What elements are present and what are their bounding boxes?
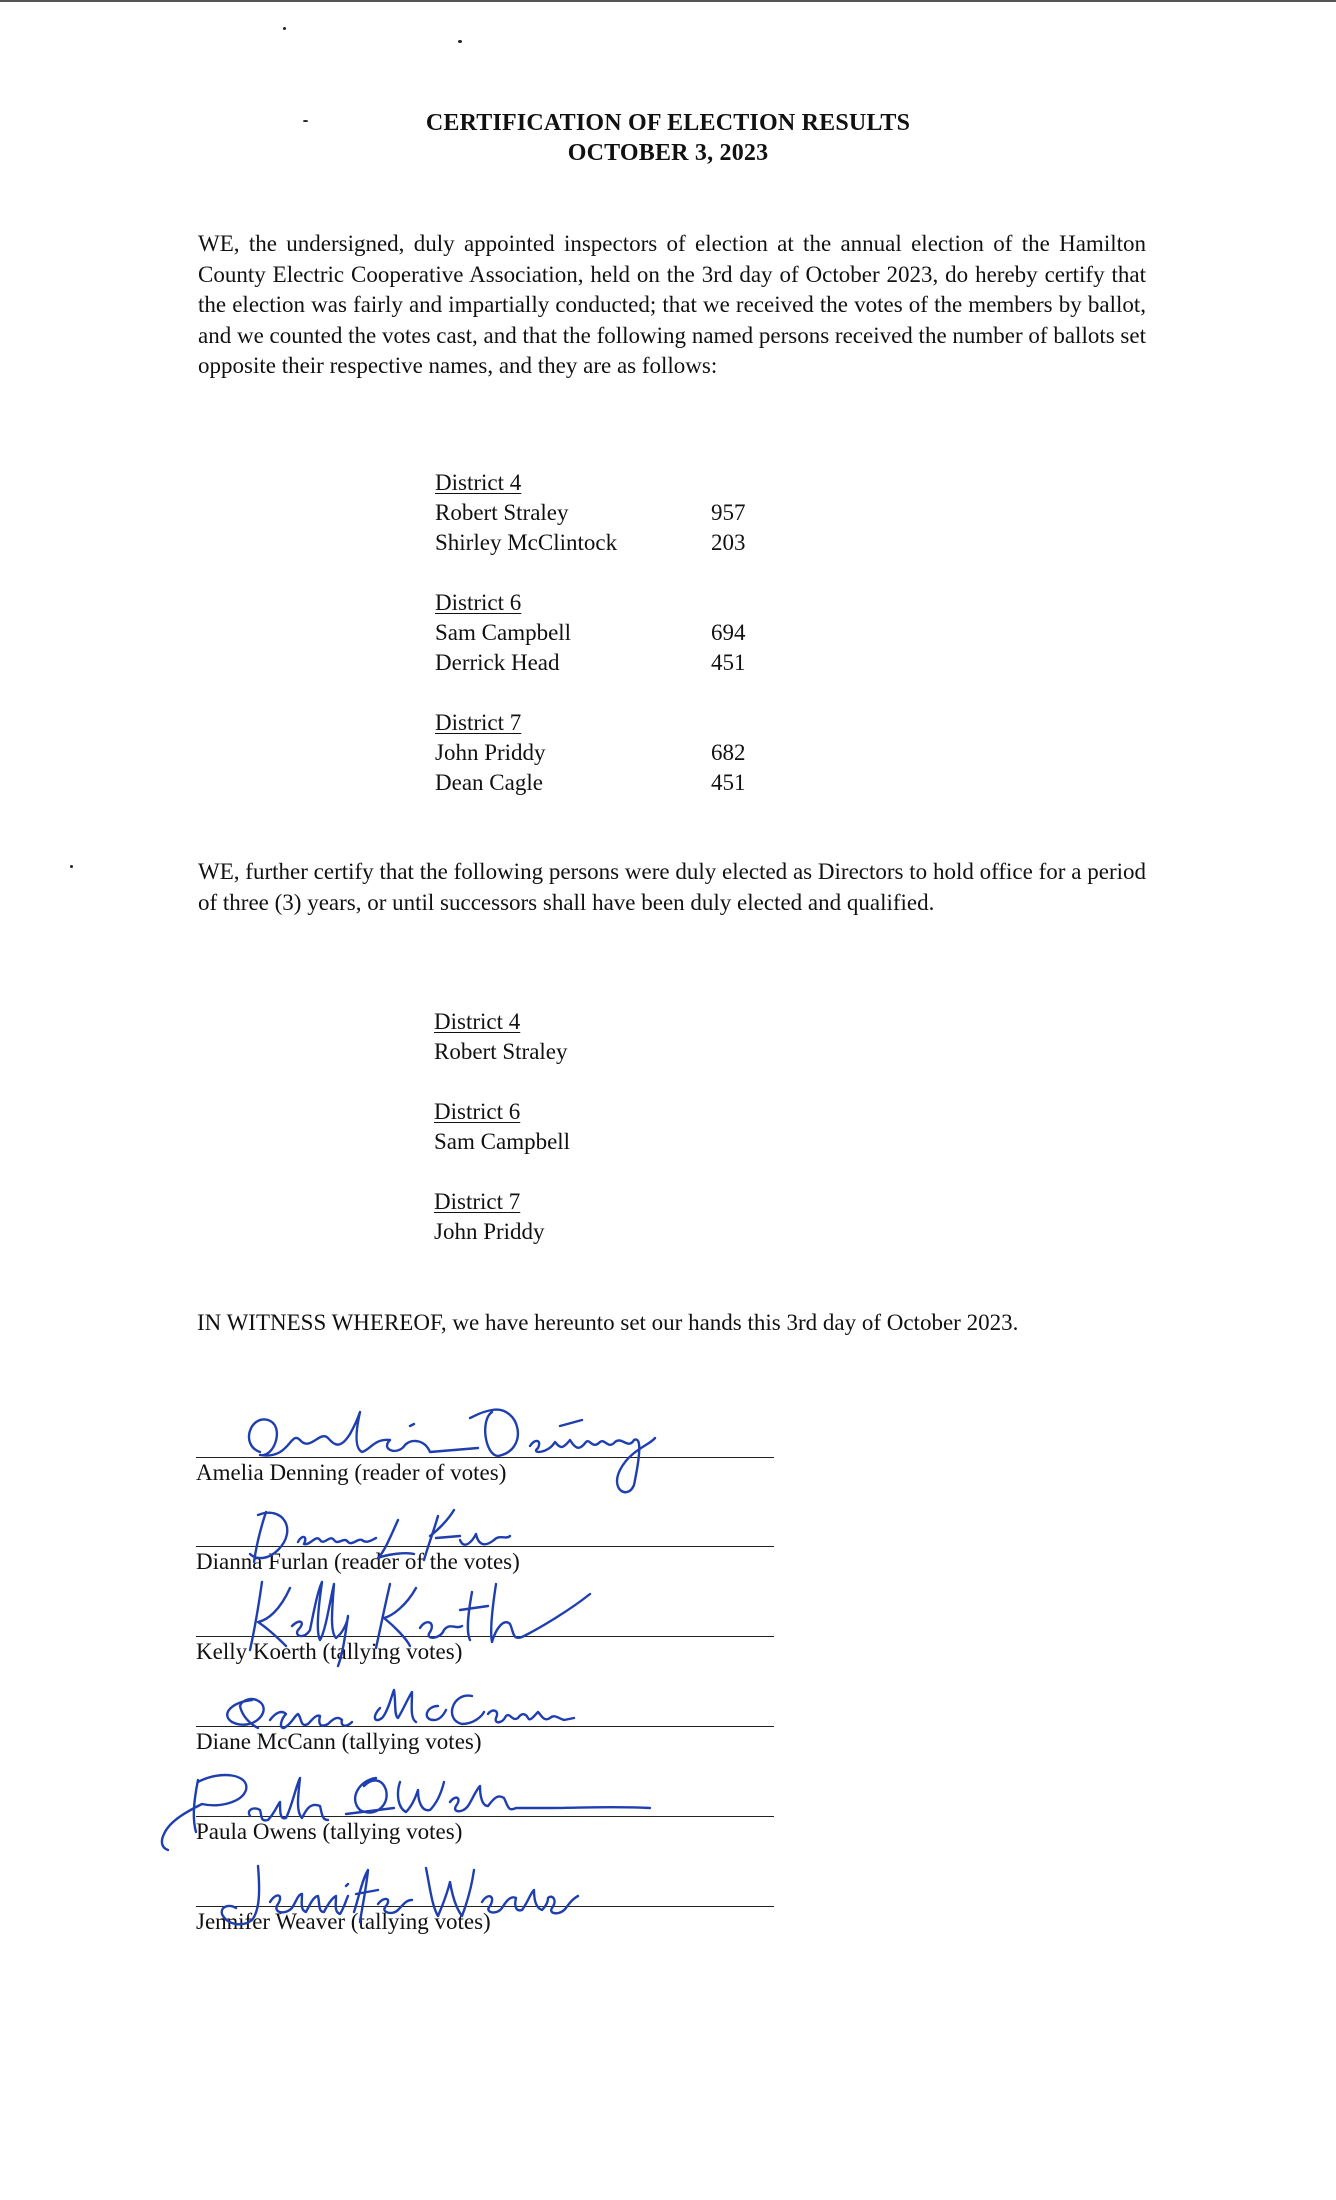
district-label: District 6 <box>435 590 522 615</box>
signatory-caption: Jennifer Weaver (tallying votes) <box>196 1909 491 1934</box>
signatory-caption: Kelly Koerth (tallying votes) <box>196 1639 463 1664</box>
elected-district-4 <box>434 1007 570 1067</box>
candidate-name: Sam Campbell <box>435 620 572 645</box>
results-district-6 <box>435 588 835 678</box>
results-district-4 <box>435 468 835 558</box>
district-label: District 6 <box>434 1099 521 1124</box>
witness-statement: IN WITNESS WHEREOF, we have hereunto set our hands this 3rd day of October 2023. <box>197 1310 1019 1335</box>
signatory-caption: Paula Owens (tallying votes) <box>196 1819 463 1844</box>
signature-kelly-koerth <box>240 1570 640 1670</box>
signatory-caption: Diane McCann (tallying votes) <box>196 1729 482 1754</box>
candidate-votes: 694 <box>711 620 746 645</box>
district-label: District 7 <box>434 1189 521 1214</box>
elected-name: John Priddy <box>434 1219 545 1244</box>
document-title <box>0 108 1336 168</box>
candidate-votes: 957 <box>711 500 746 525</box>
result-row <box>435 738 835 768</box>
candidate-name: John Priddy <box>435 740 546 765</box>
signature-jennifer-weaver <box>212 1850 592 1940</box>
signatory-caption: Dianna Furlan (reader of the votes) <box>196 1549 520 1574</box>
candidate-votes: 682 <box>711 740 746 765</box>
signature-diane-mccann <box>212 1672 662 1752</box>
elected-district-7 <box>434 1187 570 1247</box>
signature-amelia-denning <box>230 1390 770 1505</box>
scan-speck <box>70 865 73 868</box>
candidate-name: Robert Straley <box>435 500 569 525</box>
result-row <box>435 528 835 558</box>
candidate-name: Shirley McClintock <box>435 530 618 555</box>
candidate-votes: 203 <box>711 530 746 555</box>
signatory-caption: Amelia Denning (reader of votes) <box>196 1460 507 1485</box>
candidate-name: Derrick Head <box>435 650 560 675</box>
district-label: District 4 <box>435 470 522 495</box>
intro-paragraph: WE, the undersigned, duly appointed inspectors of election at the annual election of the Hamilton County Electric Cooperative Association, held on the 3rd day of October 2023, do hereby certify that the election was fairly and impartially conducted; that we received the votes of the members by ballot, and we counted the votes cast, and that the following named persons received the number of ballots set opposite their respective names, and they are as follows: <box>198 231 1146 378</box>
candidate-votes: 451 <box>711 650 746 675</box>
results-district-7 <box>435 708 835 798</box>
candidate-votes: 451 <box>711 770 746 795</box>
scan-edge <box>0 0 1336 2</box>
title-date: OCTOBER 3, 2023 <box>567 140 769 166</box>
result-row <box>435 768 835 798</box>
further-paragraph: WE, further certify that the following persons were duly elected as Directors to hold office for a period of three (3) years, or until successors shall have been duly elected and qualified. <box>198 859 1146 915</box>
signature-paula-owens <box>150 1750 670 1850</box>
candidate-name: Dean Cagle <box>435 770 543 795</box>
scan-speck <box>458 40 462 43</box>
elected-district-6 <box>434 1097 570 1157</box>
district-label: District 4 <box>434 1009 521 1034</box>
elected-name: Robert Straley <box>434 1039 568 1064</box>
result-row <box>435 618 835 648</box>
vote-results <box>435 468 835 828</box>
scan-speck <box>283 27 286 30</box>
title-heading: CERTIFICATION OF ELECTION RESULTS <box>425 110 911 136</box>
district-label: District 7 <box>435 710 522 735</box>
elected-name: Sam Campbell <box>434 1129 571 1154</box>
result-row <box>435 498 835 528</box>
result-row <box>435 648 835 678</box>
elected-directors <box>434 1007 570 1277</box>
